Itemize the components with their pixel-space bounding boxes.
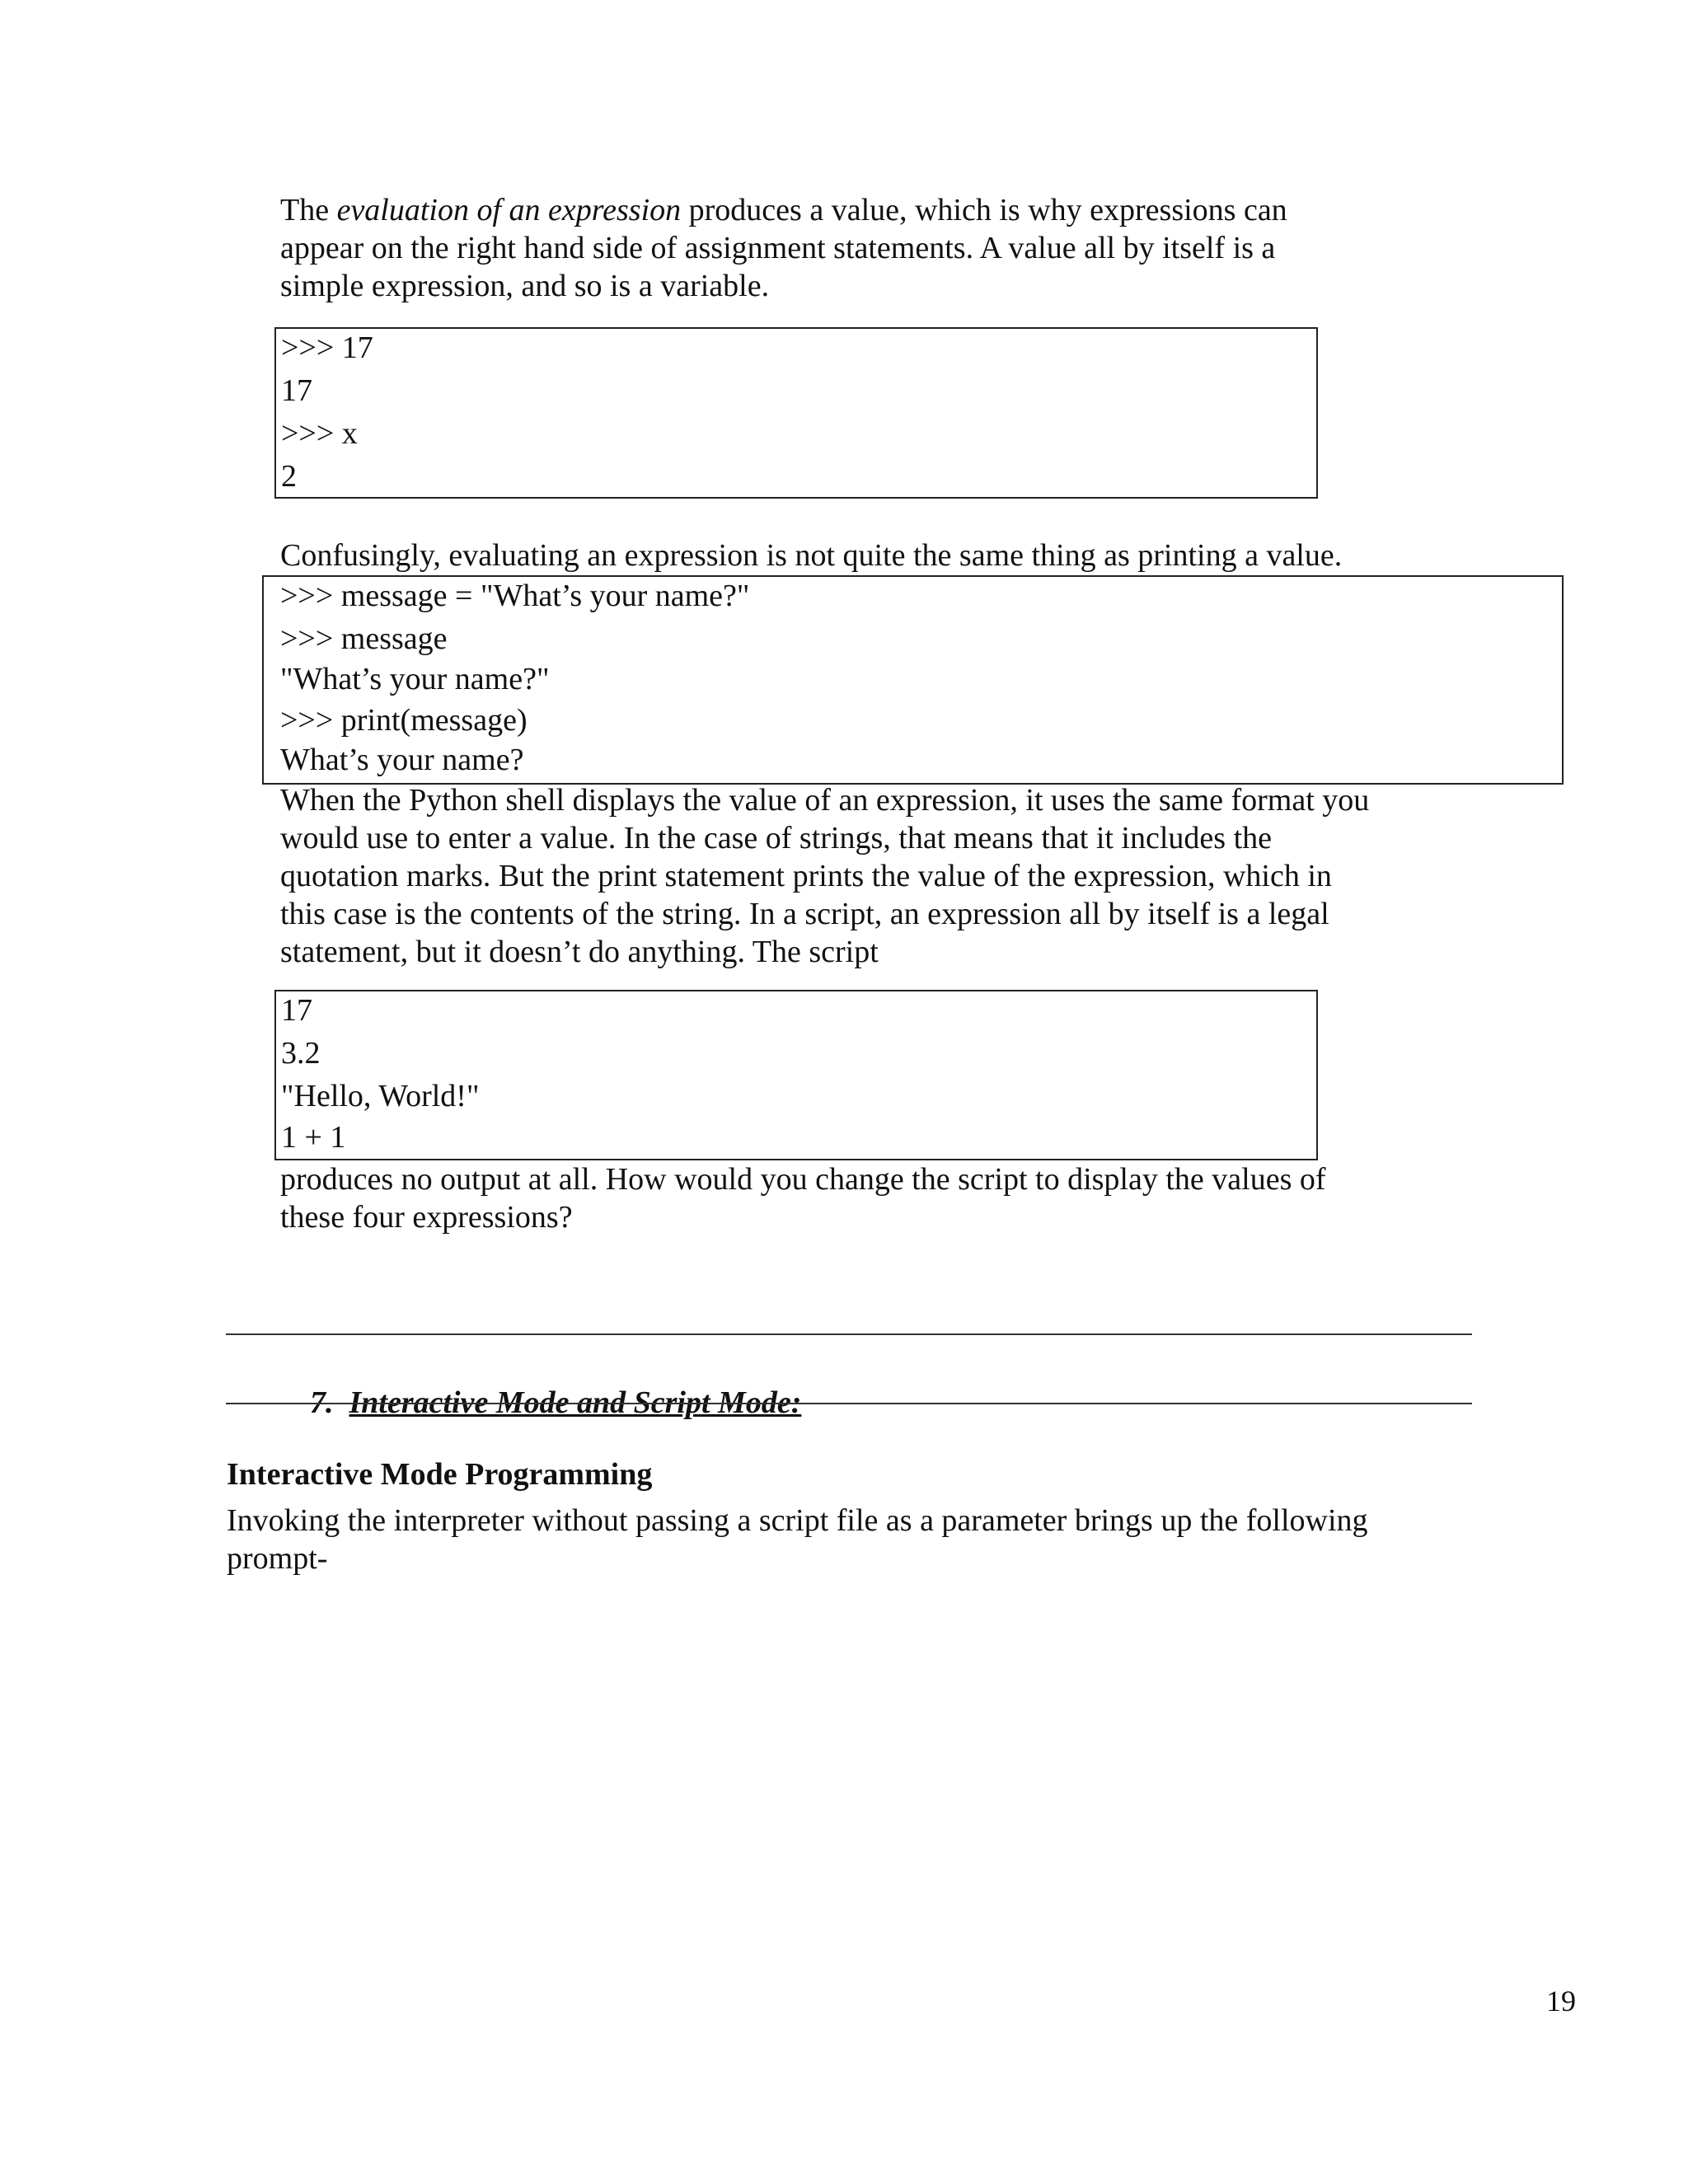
code-line: >>> print(message)	[280, 703, 528, 738]
code-line: 17	[281, 373, 312, 408]
code-block-message	[262, 575, 1564, 785]
intro-text-after: produces a value, which is why expressions can appear on the right hand side of assignment statements. A value all by itself is a simple expression, and so is a variable.	[280, 193, 1287, 303]
code-line: >>> 17	[281, 330, 373, 365]
intro-text-before: The	[280, 193, 337, 227]
code-line: "What’s your name?"	[280, 662, 550, 696]
code-line: >>> x	[281, 416, 358, 451]
code-block-expression-values	[274, 327, 1318, 499]
code-line: 17	[281, 993, 312, 1028]
section-number: 7.	[310, 1385, 334, 1420]
shell-paragraph: When the Python shell displays the value of an expression, it uses the same format you would use to enter a value. In the case of strings, that means that it includes the quotation marks. But the print statement prints the value of the expression, which in this case is the contents of the string. In a script, an expression all by itself is a legal statement, but it doesn’t do anything. The script	[280, 783, 1370, 969]
code-block-script	[274, 990, 1318, 1160]
confusing-paragraph: Confusingly, evaluating an expression is not quite the same thing as printing a value.	[280, 538, 1343, 573]
intro-paragraph	[280, 191, 1360, 305]
section-bottom-rule	[226, 1403, 1472, 1404]
page-number: 19	[1546, 1985, 1576, 2018]
code-line: What’s your name?	[280, 743, 524, 777]
section-top-rule	[226, 1333, 1472, 1335]
subsection-body: Invoking the interpreter without passing a script file as a parameter brings up the following prompt-	[227, 1503, 1368, 1576]
code-line: 3.2	[281, 1036, 321, 1071]
code-line: >>> message = "What’s your name?"	[280, 579, 750, 613]
output-paragraph: produces no output at all. How would you change the script to display the values of these four expressions?	[280, 1162, 1326, 1235]
intro-emphasis: evaluation of an expression	[336, 193, 682, 227]
subsection-heading: Interactive Mode Programming	[227, 1457, 653, 1492]
code-line: 2	[281, 459, 297, 494]
code-line: >>> message	[280, 621, 448, 656]
code-line: "Hello, World!"	[281, 1079, 480, 1113]
section-title: Interactive Mode and Script Mode:	[349, 1385, 802, 1420]
code-line: 1 + 1	[281, 1120, 346, 1155]
